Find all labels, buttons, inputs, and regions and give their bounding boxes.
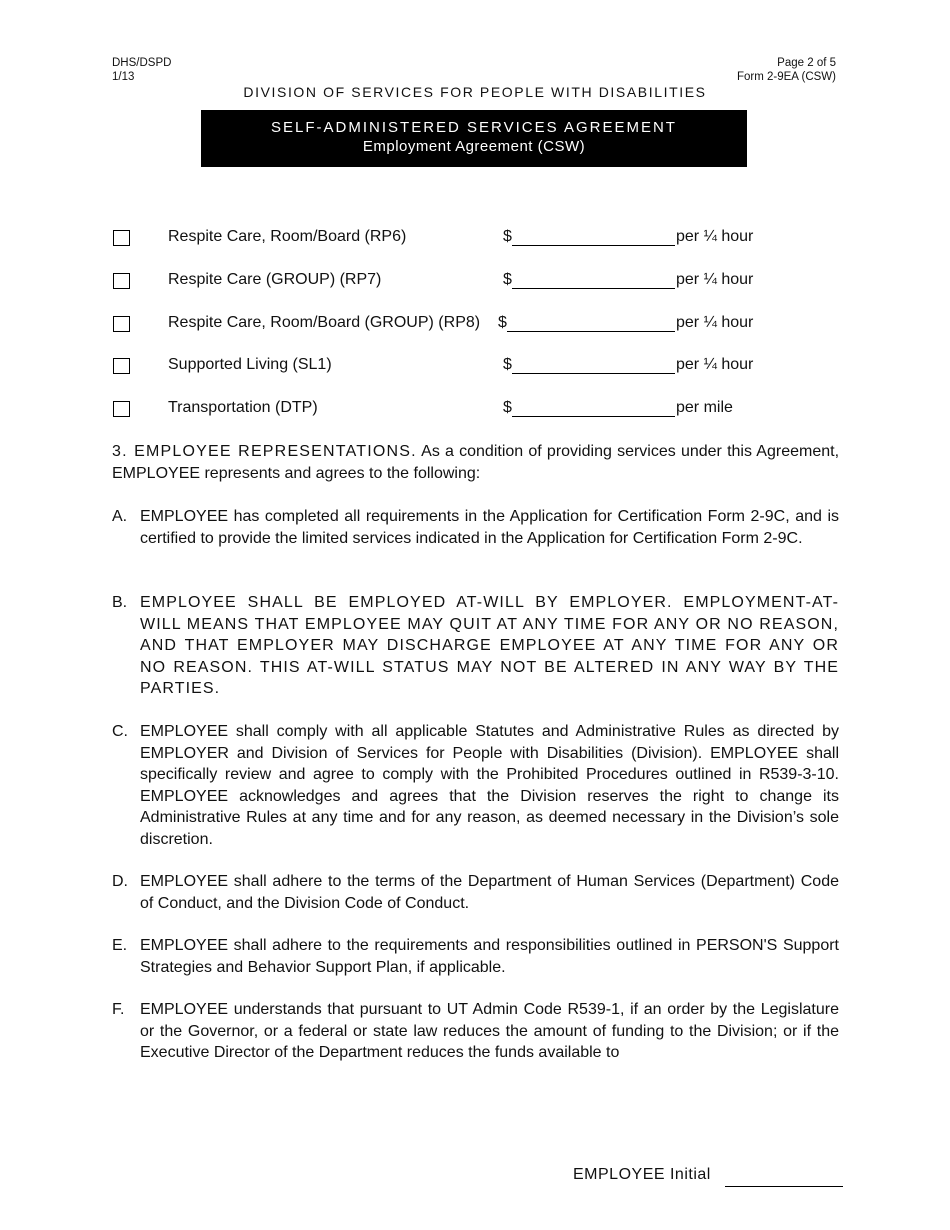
item-text: EMPLOYEE understands that pursuant to UT Admin Code R539-1, if an order by the Legislature or the Governor, or a federal or state law reduces the amount of funding to the Division; or if the Executive Director of the Department reduces the funds available to <box>140 1001 839 1061</box>
service-checkbox[interactable] <box>113 316 130 332</box>
service-checkbox[interactable] <box>113 230 130 246</box>
rate-blank[interactable] <box>512 373 675 374</box>
service-row-sl1 <box>0 354 950 378</box>
item-e <box>112 935 839 978</box>
agency-code: DHS/DSPD <box>112 57 172 69</box>
service-row-dtp <box>0 397 950 421</box>
service-name: Respite Care, Room/Board (GROUP) (RP8) <box>168 314 481 331</box>
employee-initial-field[interactable] <box>725 1186 843 1187</box>
item-a <box>112 506 839 549</box>
section-3-text: As a condition of providing services under this Agreement, EMPLOYEE represents and agrees to the following: <box>112 443 840 482</box>
item-text: EMPLOYEE shall adhere to the requirements and responsibilities outlined in PERSON'S Support Strategies and Behavior Support Plan, if applicable. <box>140 937 839 976</box>
form-number: Form 2-9EA (CSW) <box>736 71 836 83</box>
page-number: Page 2 of 5 <box>777 57 836 69</box>
form-date: 1/13 <box>112 71 135 83</box>
service-name: Respite Care, Room/Board (RP6) <box>168 228 407 245</box>
header-left <box>112 56 171 84</box>
employee-initial-label: EMPLOYEE Initial <box>573 1166 711 1183</box>
item-letter: D. <box>112 873 128 890</box>
item-c <box>112 721 839 850</box>
service-row-rp6 <box>0 226 950 250</box>
item-f <box>112 999 839 1064</box>
currency-sign: $ <box>503 356 512 373</box>
item-d <box>112 871 839 914</box>
agreement-title: SELF-ADMINISTERED SERVICES AGREEMENT <box>271 119 677 136</box>
item-letter: B. <box>112 594 128 611</box>
rate-unit: per mile <box>676 399 733 416</box>
rate-unit: per ¼ hour <box>676 271 754 288</box>
item-text: EMPLOYEE has completed all requirements in the Application for Certification Form 2-9C, and is certified to provide the limited services indicated in the Application for Certification Form 2-9C. <box>140 508 839 547</box>
currency-sign: $ <box>503 399 512 416</box>
header-right <box>737 56 836 84</box>
currency-sign: $ <box>498 314 507 331</box>
service-checkbox[interactable] <box>113 358 130 374</box>
item-text: EMPLOYEE shall comply with all applicable Statutes and Administrative Rules as directed by EMPLOYER and Division of Services for People with Disabilities (Division). EMPLOYEE shall specifically review and agree to comply with the Prohibited Procedures outlined in R539-3-10. EMPLOYEE acknowledges and agrees that the Division reserves the right to change its Administrative Rules at any time and for any reason, as deemed necessary in the Division’s sole discretion. <box>140 723 839 848</box>
item-b <box>112 592 839 700</box>
rate-unit: per ¼ hour <box>676 228 754 245</box>
rate-unit: per ¼ hour <box>676 314 754 331</box>
title-banner <box>201 110 747 167</box>
currency-sign: $ <box>503 271 512 288</box>
item-letter: F. <box>112 1001 125 1018</box>
currency-sign: $ <box>503 228 512 245</box>
service-name: Respite Care (GROUP) (RP7) <box>168 271 382 288</box>
service-name: Transportation (DTP) <box>168 399 318 416</box>
service-name: Supported Living (SL1) <box>168 356 332 373</box>
rate-blank[interactable] <box>512 245 675 246</box>
item-letter: A. <box>112 508 128 525</box>
rate-blank[interactable] <box>512 288 675 289</box>
rate-unit: per ¼ hour <box>676 356 754 373</box>
item-text: EMPLOYEE SHALL BE EMPLOYED AT-WILL BY EMPLOYER. EMPLOYMENT-AT-WILL MEANS THAT EMPLOYEE MAY QUIT AT ANY TIME FOR ANY OR NO REASON, AND THAT EMPLOYER MAY DISCHARGE EMPLOYEE AT ANY TIME FOR ANY OR NO REASON. THIS AT-WILL STATUS MAY NOT BE ALTERED IN ANY WAY BY THE PARTIES. <box>140 594 839 697</box>
service-checkbox[interactable] <box>113 401 130 417</box>
service-row-rp8 <box>0 312 950 336</box>
agreement-subtitle: Employment Agreement (CSW) <box>362 138 586 155</box>
item-text: EMPLOYEE shall adhere to the terms of the Department of Human Services (Department) Code of Conduct, and the Division Code of Conduct. <box>140 873 839 912</box>
service-row-rp7 <box>0 269 950 293</box>
rate-blank[interactable] <box>507 331 675 332</box>
division-title: DIVISION OF SERVICES FOR PEOPLE WITH DISABILITIES <box>243 84 707 100</box>
section-3-heading: 3. EMPLOYEE REPRESENTATIONS. <box>112 443 417 460</box>
section-3-intro <box>112 441 839 484</box>
item-letter: C. <box>112 723 128 740</box>
item-letter: E. <box>112 937 128 954</box>
rate-blank[interactable] <box>512 416 675 417</box>
service-checkbox[interactable] <box>113 273 130 289</box>
